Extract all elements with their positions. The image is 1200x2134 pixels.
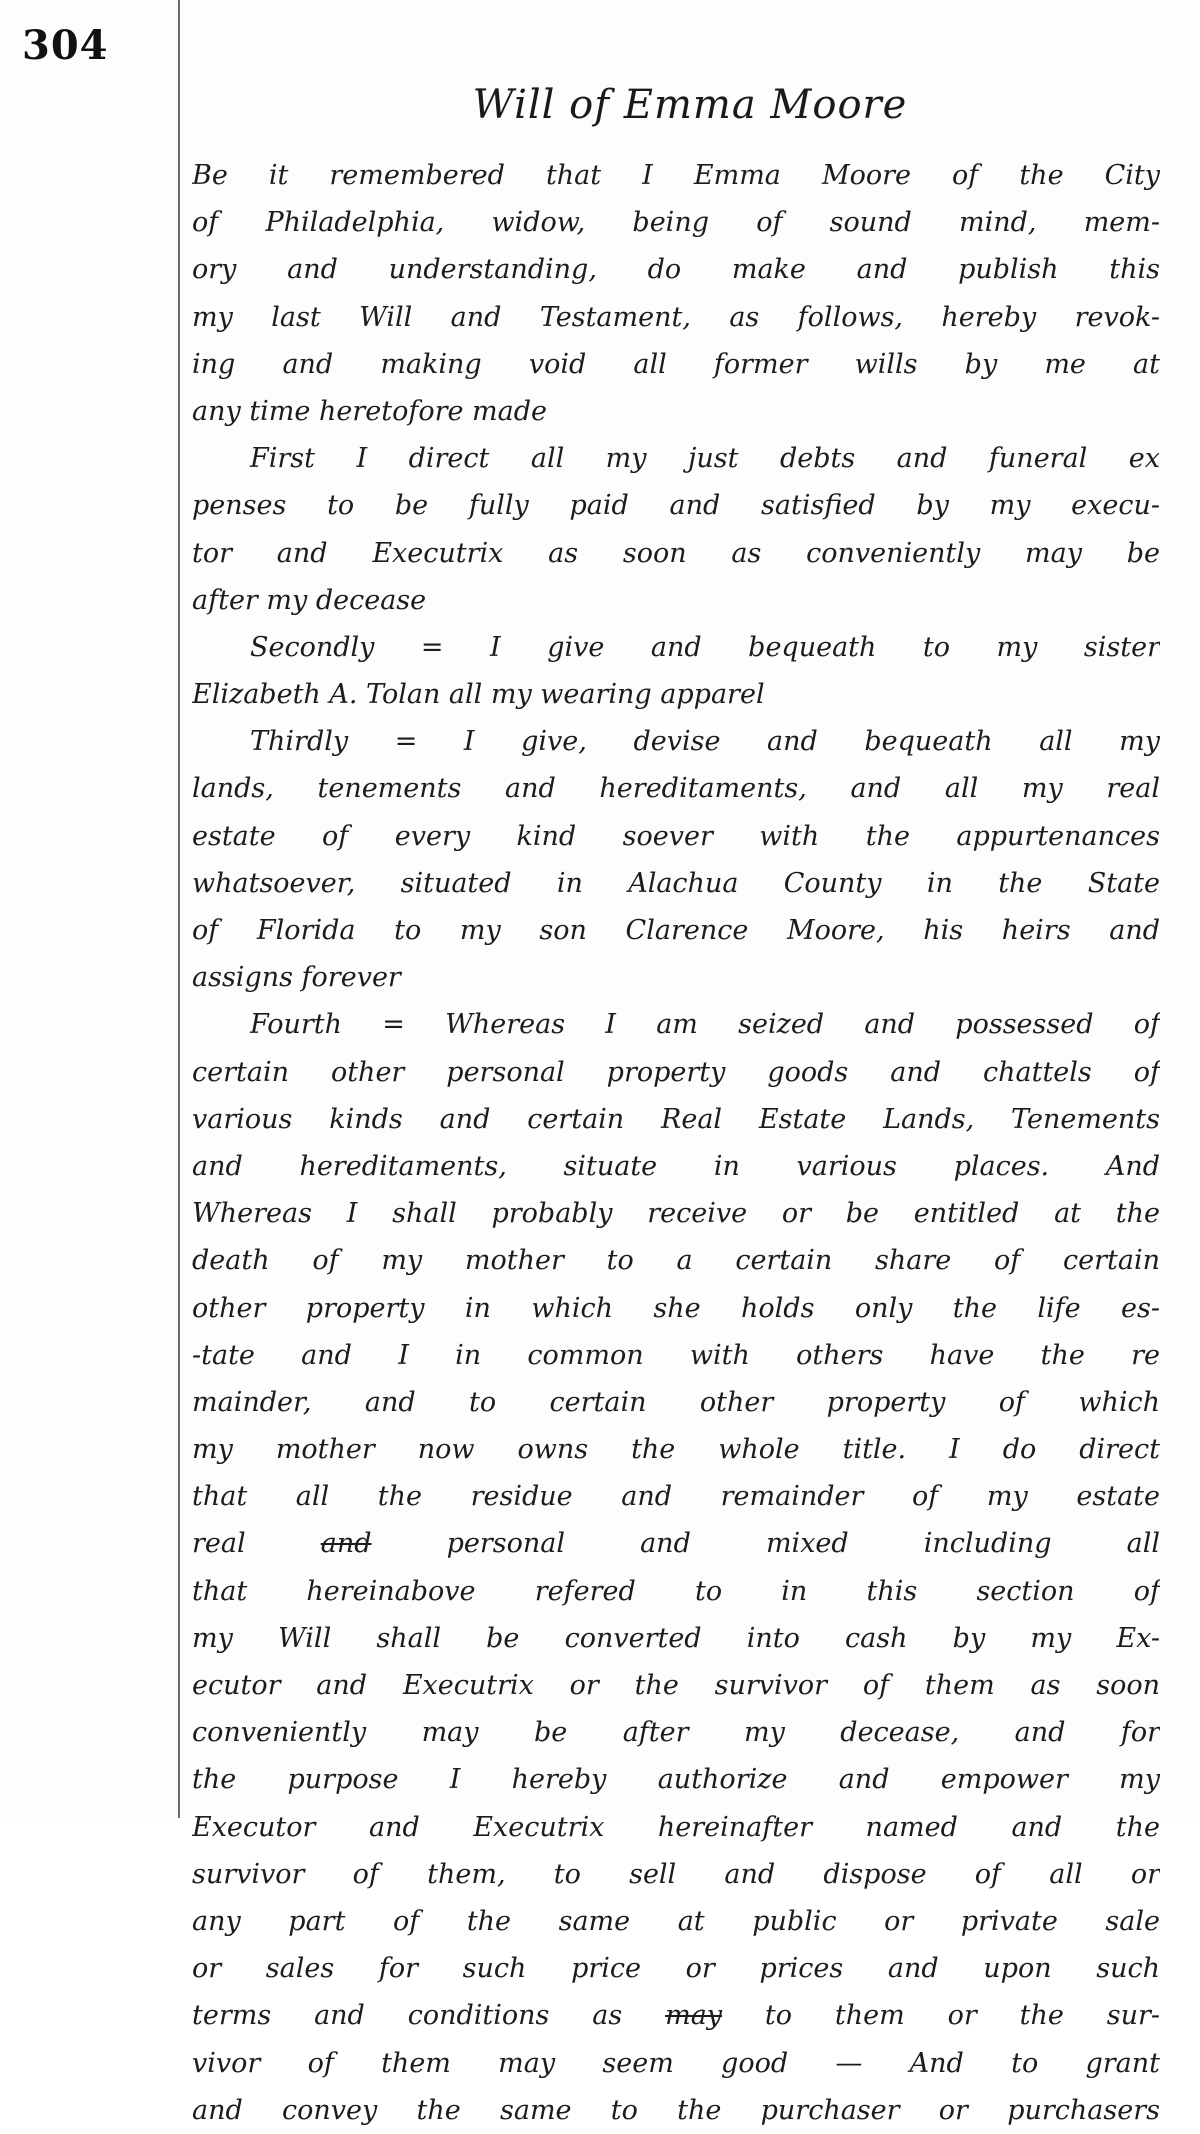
text-line: the purpose I hereby authorize and empower my: [192, 1764, 1160, 1796]
text-line: terms and conditions as may to them or the sur-: [192, 2000, 1160, 2032]
text-line: certain other personal property goods and chattels of: [192, 1056, 1160, 1088]
text-line: ing and making void all former wills by me at: [192, 348, 1160, 380]
text-line: various kinds and certain Real Estate Lands, Tenements: [192, 1103, 1160, 1135]
text-line: and convey the same to the purchaser or purchasers: [192, 2094, 1160, 2126]
text-line: Secondly = I give and bequeath to my sister: [250, 631, 1160, 663]
text-line: estate of every kind soever with the appurtenances: [192, 820, 1160, 852]
text-line: that hereinabove refered to in this section of: [192, 1575, 1160, 1607]
text-line: any part of the same at public or private sale: [192, 1905, 1160, 1937]
text-line: survivor of them, to sell and dispose of all or: [192, 1858, 1160, 1890]
text-line: any time heretofore made: [192, 395, 548, 427]
text-line: mainder, and to certain other property of which: [192, 1386, 1160, 1418]
text-line: my last Will and Testament, as follows, hereby revok-: [192, 301, 1160, 333]
text-line: real and personal and mixed including all: [192, 1528, 1160, 1560]
text-line: Executor and Executrix hereinafter named and the: [192, 1811, 1160, 1843]
text-line: lands, tenements and hereditaments, and all my real: [192, 773, 1160, 805]
page-number: 304: [22, 22, 109, 69]
text-line: Thirdly = I give, devise and bequeath all my: [250, 726, 1160, 758]
text-line: after my decease: [192, 584, 427, 616]
document-title: Will of Emma Moore: [472, 82, 908, 128]
text-line: tor and Executrix as soon as conveniently may be: [192, 537, 1160, 569]
text-line: Be it remembered that I Emma Moore of the City: [192, 160, 1160, 191]
margin-rule: [178, 0, 180, 1818]
text-line: and hereditaments, situate in various places. And: [192, 1150, 1160, 1182]
text-line: other property in which she holds only the life es-: [192, 1292, 1160, 1324]
text-line: that all the residue and remainder of my estate: [192, 1481, 1160, 1513]
text-line: Elizabeth A. Tolan all my wearing apparel: [192, 679, 765, 711]
text-line: ecutor and Executrix or the survivor of them as soon: [192, 1670, 1160, 1701]
text-line: or sales for such price or prices and upon such: [192, 1953, 1160, 1985]
text-line: death of my mother to a certain share of certain: [192, 1245, 1160, 1277]
text-line: First I direct all my just debts and funeral ex: [250, 443, 1160, 475]
text-line: of Philadelphia, widow, being of sound mind, mem-: [192, 207, 1160, 239]
text-line: conveniently may be after my decease, and for: [192, 1717, 1160, 1749]
will-text: [192, 152, 1160, 2134]
text-line: -tate and I in common with others have the re: [192, 1339, 1160, 1371]
text-line: vivor of them may seem good — And to grant: [192, 2047, 1160, 2079]
text-line: assigns forever: [192, 962, 401, 994]
text-line: ory and understanding, do make and publish this: [192, 254, 1160, 286]
text-line: whatsoever, situated in Alachua County in the State: [192, 867, 1160, 899]
text-line: of Florida to my son Clarence Moore, his heirs and: [192, 915, 1160, 946]
text-line: my mother now owns the whole title. I do direct: [192, 1434, 1160, 1466]
text-line: Fourth = Whereas I am seized and possessed of: [250, 1009, 1160, 1041]
text-line: Whereas I shall probably receive or be entitled at the: [192, 1198, 1160, 1230]
struck-word: may: [665, 2000, 723, 2032]
text-line: my Will shall be converted into cash by my Ex-: [192, 1622, 1160, 1654]
struck-word: and: [320, 1528, 372, 1560]
text-line: penses to be fully paid and satisfied by my execu-: [192, 490, 1160, 522]
